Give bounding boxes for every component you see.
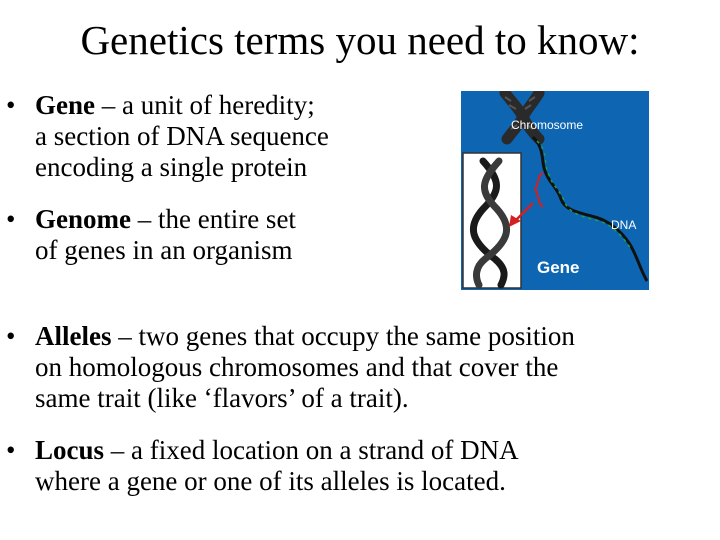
definition-line: – a fixed location on a strand of DNA: [104, 435, 519, 465]
bullet: •: [6, 204, 16, 234]
slide-title: Genetics terms you need to know:: [80, 17, 640, 63]
definition-line: encoding a single protein: [35, 152, 308, 182]
definition-line: a section of DNA sequence: [35, 121, 329, 151]
dna-label: DNA: [611, 218, 637, 232]
definition-line: same trait (like ‘flavors’ of a trait).: [35, 383, 409, 413]
gene-label: Gene: [537, 258, 580, 277]
definition-line: – a unit of heredity;: [95, 90, 315, 120]
term-genome: Genome: [35, 204, 131, 234]
definition-line: – the entire set: [130, 204, 296, 234]
bullet: •: [6, 321, 16, 351]
term-locus: Locus: [35, 435, 105, 465]
gene-chromosome-illustration: [461, 91, 649, 290]
definition-line: of genes in an organism: [35, 235, 293, 265]
bullet: •: [6, 435, 16, 465]
definition-line: where a gene or one of its alleles is located.: [35, 466, 506, 496]
term-gene: Gene: [35, 90, 95, 120]
definition-line: – two genes that occupy the same position: [111, 321, 575, 351]
bullet: •: [6, 90, 16, 120]
chromosome-label: Chromosome: [511, 118, 584, 132]
term-alleles: Alleles: [35, 321, 112, 351]
definition-line: on homologous chromosomes and that cover the: [35, 352, 559, 382]
